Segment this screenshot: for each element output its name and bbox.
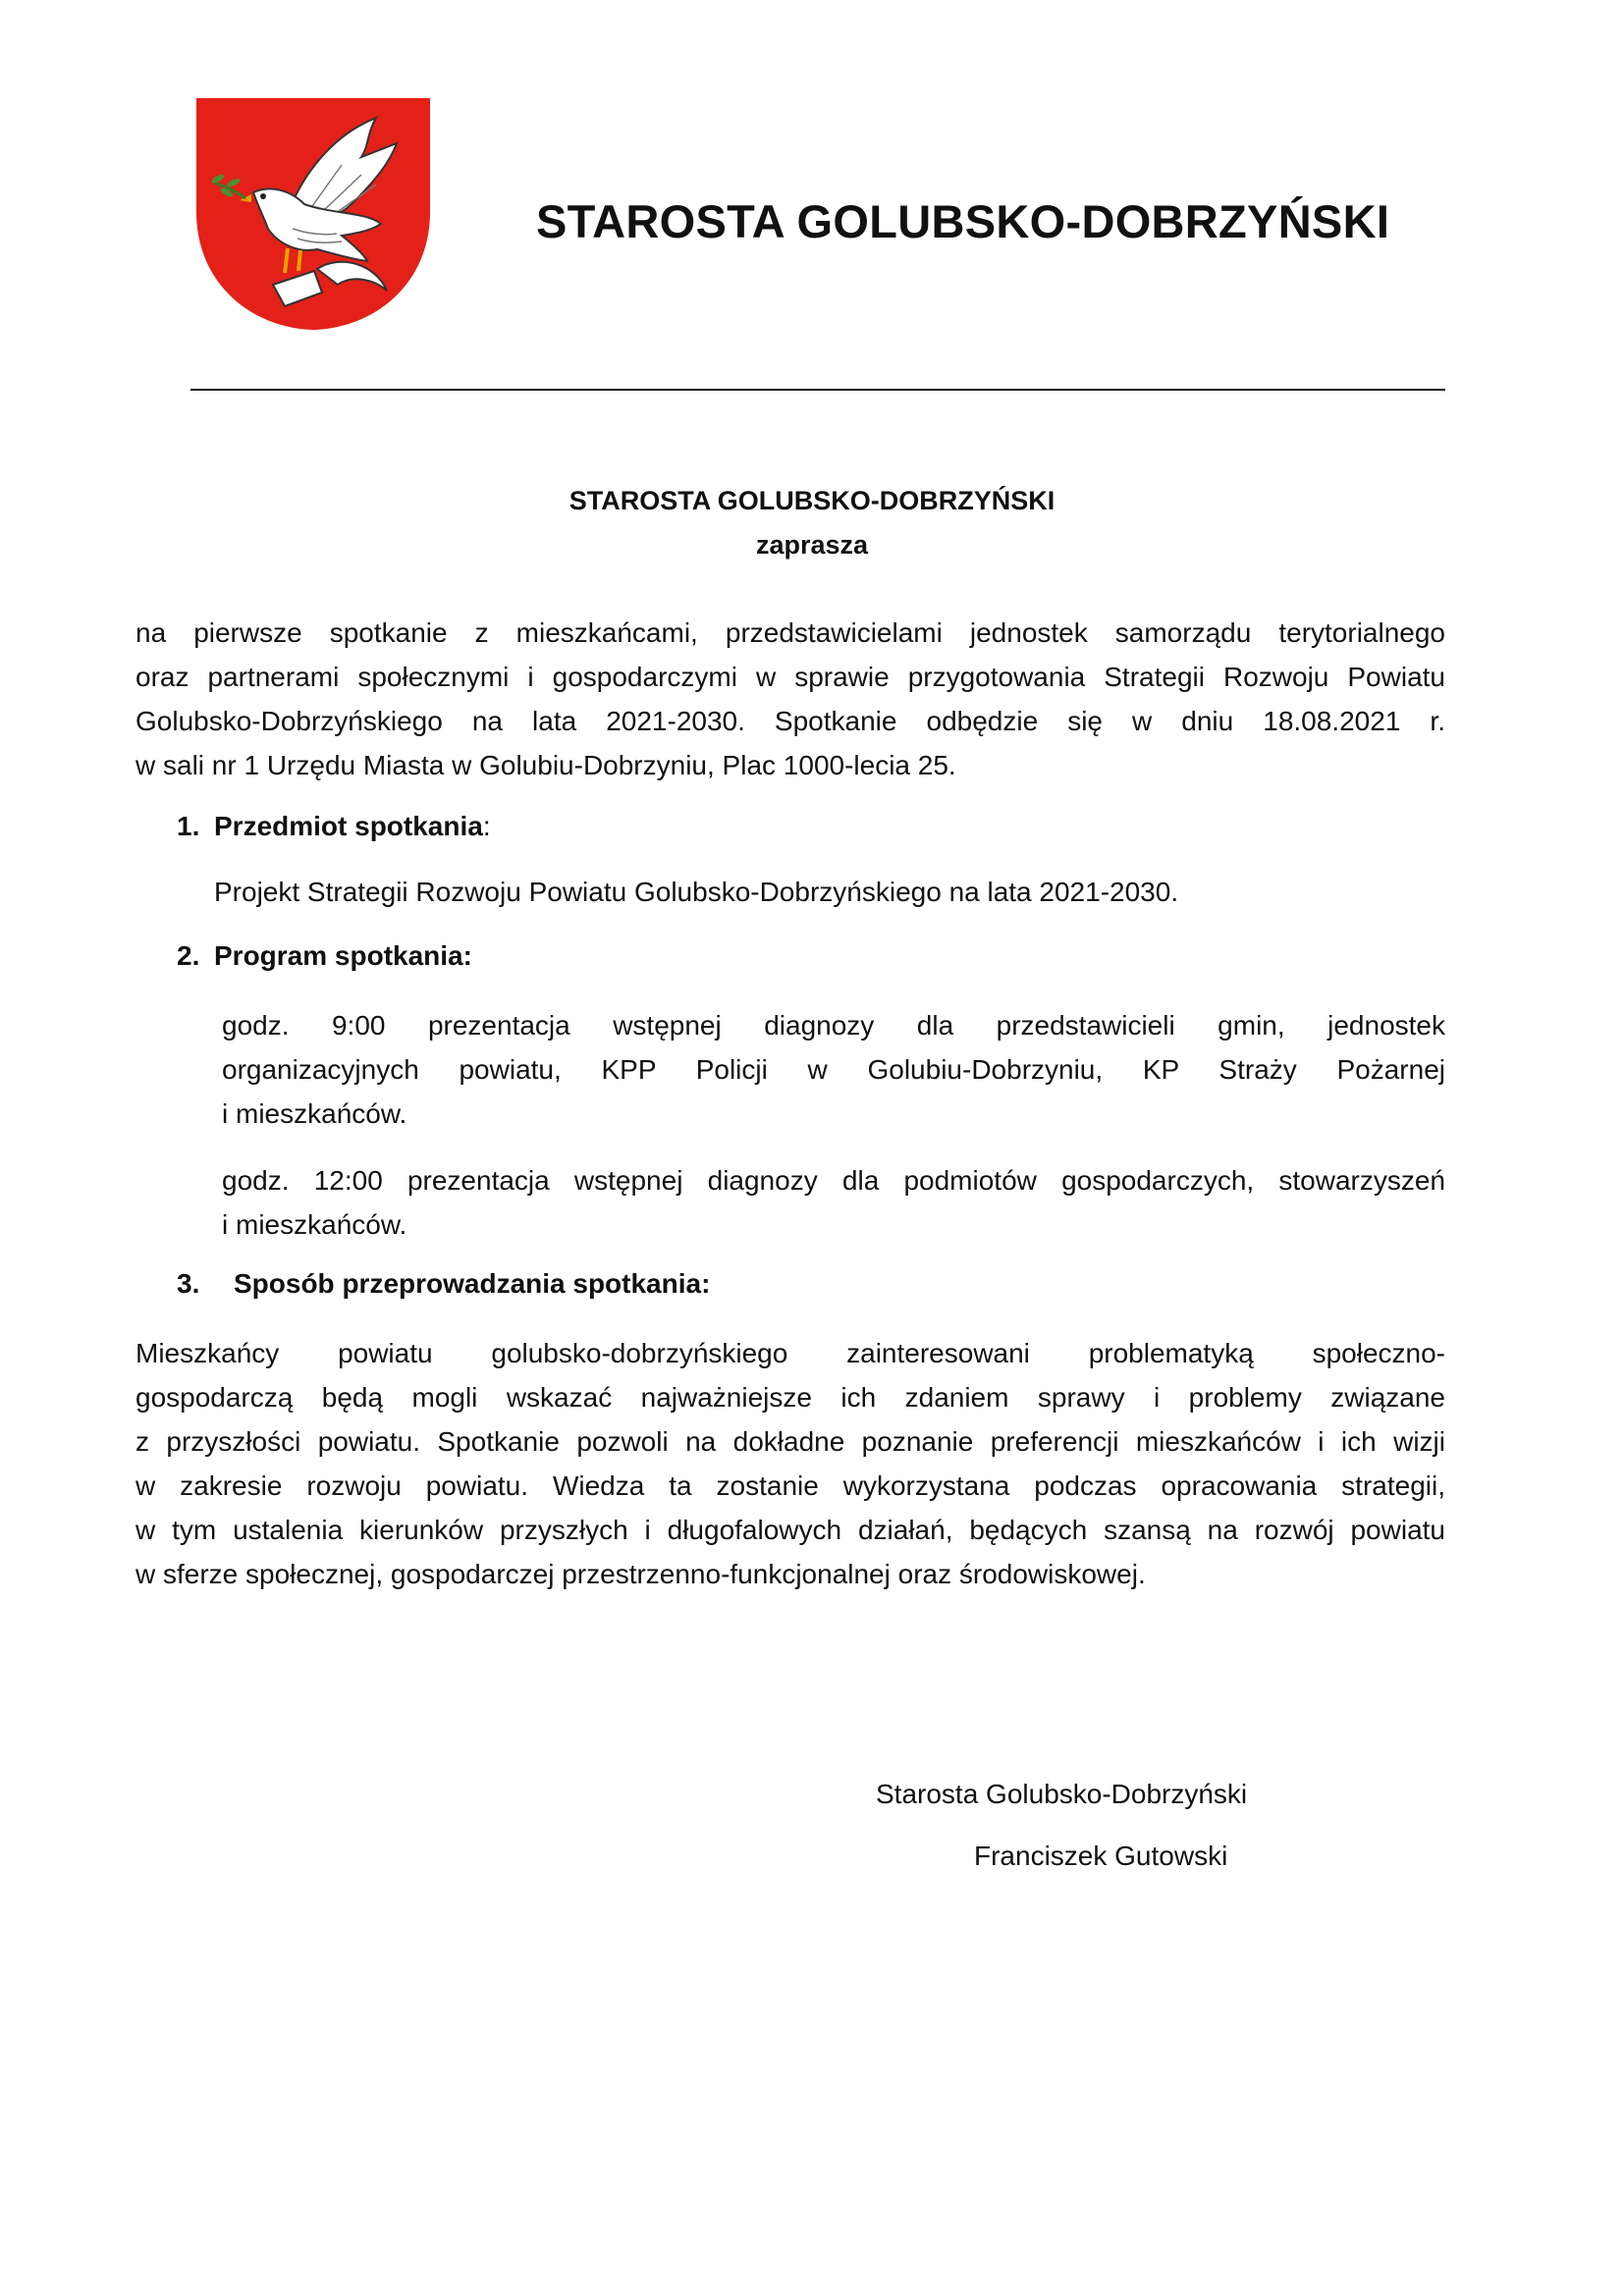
header-title: STAROSTA GOLUBSKO-DOBRZYŃSKI	[536, 195, 1390, 247]
intro-paragraph	[135, 611, 1445, 787]
program-item-2	[222, 1158, 1445, 1247]
section-heading-text: Sposób przeprowadzania spotkania:	[234, 1268, 711, 1299]
section-1-text: Projekt Strategii Rozwoju Powiatu Golubsko-Dobrzyńskiego na lata 2021-2030.	[214, 877, 1179, 907]
intro-subtitle: zaprasza	[755, 530, 869, 560]
header-divider	[190, 389, 1445, 391]
coat-of-arms-logo	[194, 96, 432, 332]
paragraph-line: Mieszkańcy powiatu golubsko-dobrzyńskiego zainteresowani problematyką społeczno-	[135, 1338, 1445, 1368]
paragraph-line: w sferze społecznej, gospodarczej przestrzenno-funkcjonalnej oraz środowiskowej.	[135, 1559, 1146, 1589]
paragraph-line: i mieszkańców.	[222, 1209, 407, 1240]
section-number: 1.	[177, 811, 200, 841]
paragraph-line: oraz partnerami społecznymi i gospodarczymi w sprawie przygotowania Strategii Rozwoju Powiatu	[135, 662, 1445, 692]
paragraph-line: z przyszłości powiatu. Spotkanie pozwoli na dokładne poznanie preferencji mieszkańców i ich wizji	[135, 1426, 1445, 1457]
section-2-heading	[177, 940, 472, 972]
paragraph-line: w sali nr 1 Urzędu Miasta w Golubiu-Dobrzyniu, Plac 1000-lecia 25.	[135, 750, 956, 780]
paragraph-line: organizacyjnych powiatu, KPP Policji w Golubiu-Dobrzyniu, KP Straży Pożarnej	[222, 1054, 1445, 1085]
paragraph-line: w zakresie rozwoju powiatu. Wiedza ta zostanie wykorzystana podczas opracowania strategii,	[135, 1470, 1445, 1501]
section-heading-text: Program spotkania:	[214, 940, 472, 971]
paragraph-line: gospodarczą będą mogli wskazać najważniejsze ich zdaniem sprawy i problemy związane	[135, 1382, 1445, 1413]
signature-role: Starosta Golubsko-Dobrzyński	[876, 1779, 1248, 1809]
program-item-1	[222, 1003, 1445, 1136]
paragraph-line: na pierwsze spotkanie z mieszkańcami, przedstawicielami jednostek samorządu terytorialnego	[135, 617, 1445, 648]
section-number: 2.	[177, 940, 200, 971]
section-1-heading	[177, 811, 491, 842]
paragraph-line: i mieszkańców.	[222, 1098, 407, 1129]
paragraph-line: godz. 9:00 prezentacja wstępnej diagnozy dla przedstawicieli gmin, jednostek	[222, 1010, 1445, 1041]
section-heading-suffix: :	[482, 811, 491, 841]
section-heading-text: Przedmiot spotkania	[214, 811, 483, 841]
paragraph-line: Golubsko-Dobrzyńskiego na lata 2021-2030. Spotkanie odbędzie się w dniu 18.08.2021 r.	[135, 706, 1445, 736]
section-3-paragraph	[135, 1331, 1445, 1596]
paragraph-line: godz. 12:00 prezentacja wstępnej diagnozy dla podmiotów gospodarczych, stowarzyszeń	[222, 1165, 1445, 1196]
signature-name: Franciszek Gutowski	[974, 1841, 1228, 1871]
section-number: 3.	[177, 1268, 200, 1299]
intro-title: STAROSTA GOLUBSKO-DOBRZYŃSKI	[568, 486, 1056, 515]
paragraph-line: w tym ustalenia kierunków przyszłych i długofalowych działań, będących szansą na rozwój powiatu	[135, 1515, 1445, 1545]
section-3-heading	[177, 1268, 710, 1300]
